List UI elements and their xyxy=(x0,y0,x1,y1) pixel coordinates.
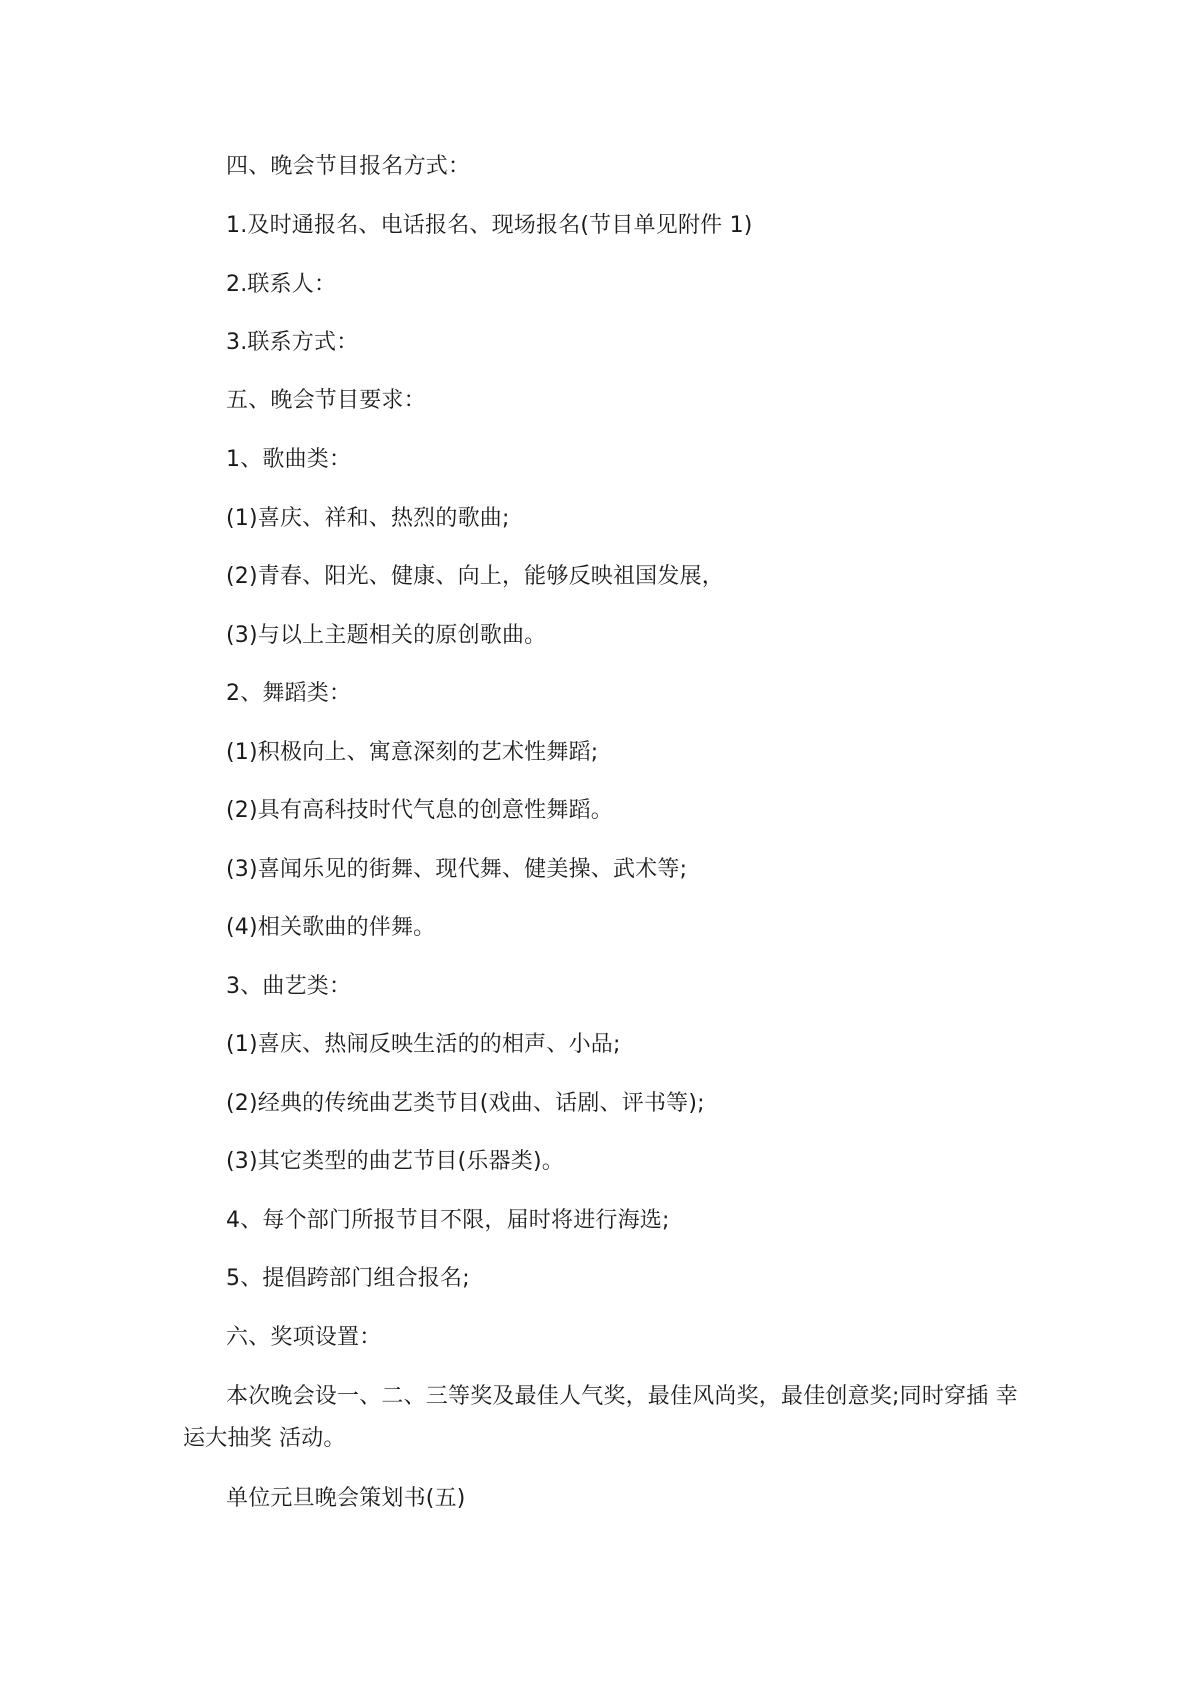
registration-item-2: 2.联系人： xyxy=(226,272,337,297)
heading-registration-method: 四、晚会节目报名方式： xyxy=(226,154,471,179)
award-paragraph: 本次晚会设一、二、三等奖及最佳人气奖，最佳风尚奖，最佳创意奖;同时穿插 幸运大抽奖 活动。 xyxy=(183,1384,1018,1451)
quyi-item-3: (3)其它类型的曲艺节目(乐器类)。 xyxy=(226,1149,564,1174)
category-dance: 2、舞蹈类： xyxy=(226,681,352,706)
songs-item-3: (3)与以上主题相关的原创歌曲。 xyxy=(226,623,547,648)
songs-item-2: (2)青春、阳光、健康、向上，能够反映祖国发展， xyxy=(226,564,724,589)
category-quyi: 3、曲艺类： xyxy=(226,974,352,999)
category-songs: 1、歌曲类： xyxy=(226,447,352,472)
heading-program-requirements: 五、晚会节目要求： xyxy=(226,388,426,413)
registration-item-3: 3.联系方式： xyxy=(226,330,359,355)
section-title: 单位元旦晚会策划书(五) xyxy=(226,1486,466,1511)
dance-item-4: (4)相关歌曲的伴舞。 xyxy=(226,915,436,940)
quyi-item-2: (2)经典的传统曲艺类节目(戏曲、话剧、评书等); xyxy=(226,1091,705,1116)
dance-item-1: (1)积极向上、寓意深刻的艺术性舞蹈; xyxy=(226,740,599,765)
dance-item-2: (2)具有高科技时代气息的创意性舞蹈。 xyxy=(226,798,613,823)
songs-item-1: (1)喜庆、祥和、热烈的歌曲; xyxy=(226,506,510,531)
registration-item-1: 1.及时通报名、电话报名、现场报名(节目单见附件 1) xyxy=(226,213,753,238)
heading-awards: 六、奖项设置： xyxy=(226,1325,382,1350)
dance-item-3: (3)喜闻乐见的街舞、现代舞、健美操、武术等; xyxy=(226,857,688,882)
requirement-item-5: 5、提倡跨部门组合报名; xyxy=(226,1266,470,1291)
quyi-item-1: (1)喜庆、热闹反映生活的的相声、小品; xyxy=(226,1032,621,1057)
requirement-item-4: 4、每个部门所报节目不限，届时将进行海选; xyxy=(226,1208,670,1233)
